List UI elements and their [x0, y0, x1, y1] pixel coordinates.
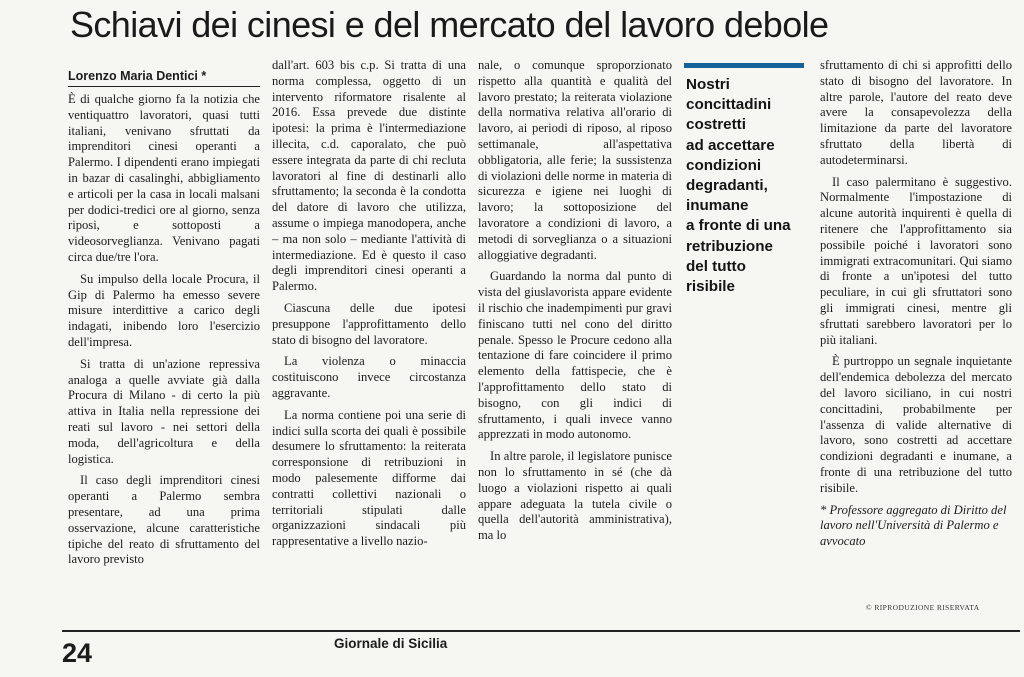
newspaper-name: Giornale di Sicilia	[334, 636, 448, 651]
paragraph: nale, o comunque sproporzionato rispetto alla quantità e qualità del lavoro prestato; la reiterata violazione della normativa relativa all'orario di lavoro, ai periodi di riposo, al riposo settimanale, all'aspettativa obbligatoria, alle ferie; la sussistenza di violazioni delle norme in materia di sicurezza e igiene nei luoghi di lavoro; la sottoposizione del lavoratore a condizioni di lavoro, a metodi di sorveglianza o a situazioni alloggiative degradanti.	[478, 58, 672, 262]
pullquote-line: Nostri	[686, 76, 730, 93]
pullquote-line: inumane	[686, 197, 749, 215]
paragraph: Ciascuna delle due ipotesi presuppone l'approfittamento dello stato di bisogno del lavoratore.	[272, 300, 466, 347]
column-1	[68, 92, 260, 622]
paragraph: Il caso palermitano è suggestivo. Normalmente l'impostazione di alcune autorità inquirenti è quella di ritenere che l'approfittamento sia possibile poiché i lavoratori sono immigrati extracomunitari. Qui siamo di fronte a un'ipotesi del tutto peculiare, in cui gli sfruttatori sono gli immigrati cinesi, mentre gli sfruttati sarebbero lavoratori per lo più italiani.	[820, 174, 1012, 347]
pullquote-line: costretti	[686, 116, 746, 134]
paragraph: La norma contiene poi una serie di indici sulla scorta dei quali è possibile desumere lo sfruttamento: la reiterata corresponsione di retribuzioni in modo palesemente difforme dai contratti collettivi nazionali o territoriali stipulati dalle organizzazioni sindacali più rappresentative a livello nazio-	[272, 407, 466, 549]
page-number: 24	[62, 638, 93, 668]
footer-rule	[62, 630, 1020, 632]
column-3	[478, 58, 672, 618]
pullquote-line: concittadini	[686, 96, 772, 114]
paragraph: sfruttamento di chi si approfitti dello stato di bisogno del lavoratore. In altre parole, l'autore del reato deve avere la consapevolezza della limitazione da parte del lavoratore sfruttato della libertà di autodeterminarsi.	[820, 58, 1012, 167]
byline: Lorenzo Maria Dentici *	[68, 69, 207, 83]
pullquote-line: retribuzione	[686, 237, 773, 255]
pullquote	[686, 75, 810, 297]
paragraph: Su impulso della locale Procura, il Gip di Palermo ha emesso severe misure interdittive a carico degli indagati, inibendo loro l'esercizio dell'impresa.	[68, 271, 260, 349]
byline-rule	[68, 86, 260, 87]
column-5	[820, 58, 1012, 613]
pullquote-line: ad accettare	[686, 136, 775, 154]
rights-notice: © RIPRODUZIONE RISERVATA	[866, 603, 980, 612]
author-footnote: * Professore aggregato di Diritto del lavoro nell'Università di Palermo e avvocato	[820, 502, 1007, 549]
column-2	[272, 58, 466, 618]
pullquote-line: del tutto	[686, 257, 746, 275]
pullquote-line: condizioni	[686, 156, 762, 174]
paragraph: Il caso degli imprenditori cinesi operanti a Palermo sembra presentare, ad una prima osservazione, alcune caratteristiche tipiche del reato di sfruttamento del lavoro previsto	[68, 473, 260, 567]
pullquote-line: a fronte di una	[686, 217, 791, 235]
headline: Schiavi dei cinesi e del mercato del lavoro debole	[70, 4, 829, 45]
pullquote-line: risibile	[686, 278, 735, 296]
paragraph: È di qualche giorno fa la notizia che ventiquattro lavoratori, quasi tutti italiani, venivano sfruttati da imprenditori cinesi operanti a Palermo. I dipendenti erano impiegati in bazar di casalinghi, abbigliamento e articoli per la casa in locali malsani per dodici-tredici ore al giorno, senza riposi, e sottoposti a videosorveglianza. Venivano pagati circa due/tre l'ora.	[68, 92, 260, 264]
pullquote-accent-bar	[684, 63, 804, 68]
paragraph: In altre parole, il legislatore punisce non lo sfruttamento in sé (che dà luogo a violazioni rispetto ai quali appare adeguata la tutela civile o quella dell'autorità amministrativa), ma lo	[478, 449, 672, 543]
paragraph: dall'art. 603 bis c.p. Si tratta di una norma complessa, oggetto di un intervento riformatore risalente al 2016. Essa prevede due distinte ipotesi: la prima è l'intermediazione illecita, c.d. caporalato, che può essere integrata da parte di chi recluta lavoratori al fine di destinarli allo sfruttamento; la seconda è la condotta del datore di lavoro che utilizza, assume o impiega manodopera, anche – ma non solo – mediante l'attività di intermediazione. Ed è questo il caso degli imprenditori cinesi operanti a Palermo.	[272, 58, 466, 294]
paragraph: Si tratta di un'azione repressiva analoga a quelle avviate già dalla Procura di Milano - di certo la più attiva in Italia nella repressione dei reati sul lavoro - nei settori della moda, dell'agricoltura e della logistica.	[68, 356, 260, 466]
paragraph: È purtroppo un segnale inquietante dell'endemica debolezza del mercato del lavoro siciliano, in cui nostri concittadini, probabilmente per l'assenza di valide alternative di lavoro, sono costretti ad accettare condizioni degradanti e inumane, a fronte di una retribuzione del tutto risibile.	[820, 354, 1012, 495]
pullquote-line: degradanti,	[686, 177, 768, 195]
paragraph: La violenza o minaccia costituiscono invece circostanza aggravante.	[272, 354, 466, 400]
paragraph: Guardando la norma dal punto di vista del giuslavorista appare evidente il rischio che inadempimenti pur gravi finiscano tutti nel cono del diritto penale. Spesso le Procure cedono alla tentazione di fare coincidere il primo elemento della fattispecie, che è l'approfittamento dello stato di bisogno, con gli indici di sfruttamento, i quali invece vanno apprezzati in modo autonomo.	[478, 269, 672, 442]
